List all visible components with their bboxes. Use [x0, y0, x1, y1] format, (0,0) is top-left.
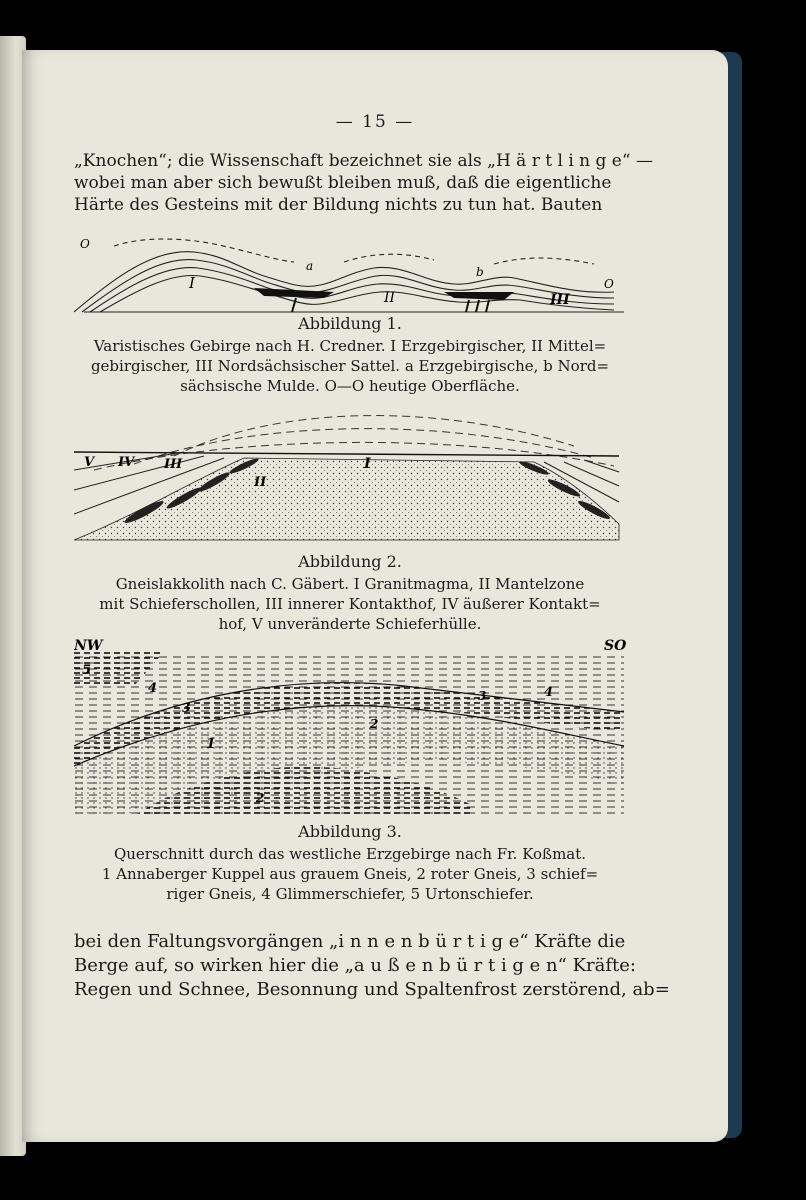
label-4: 4: [148, 681, 158, 696]
caption-line: Querschnitt durch das westliche Erzgebirge nach Fr. Koßmat.: [113, 845, 587, 863]
label-III: III: [164, 457, 183, 472]
text-line: Härte des Gesteins mit der Bildung nichts zu tun hat. Bauten: [74, 195, 603, 215]
caption-line: Varistisches Gebirge nach H. Credner. I Erzgebirgischer, II Mittel=: [93, 337, 607, 355]
label-so: SO: [604, 638, 627, 654]
caption-title: Abbildung 2.: [298, 552, 402, 571]
text-line: bei den Faltungsvorgängen „i n n e n b ü r t i g e“ Kräfte die: [74, 931, 626, 952]
caption-title: Abbildung 1.: [298, 314, 402, 333]
top-paragraph: [74, 150, 653, 216]
figure-3-diagram: [74, 636, 634, 816]
label-o-right: O: [604, 277, 614, 291]
page-number: — 15 —: [335, 112, 415, 132]
label-3: 3: [182, 701, 191, 715]
caption-line: mit Schieferschollen, III innerer Kontakthof, IV äußerer Kontakt=: [99, 595, 601, 613]
text-line: wobei man aber sich bewußt bleiben muß, daß die eigentliche: [74, 173, 612, 193]
label-II: II: [384, 290, 396, 306]
label-2: 2: [370, 717, 379, 731]
label-I: I: [364, 456, 371, 472]
caption-title: Abbildung 3.: [298, 822, 402, 841]
text-line: Regen und Schnee, Besonnung und Spaltenfrost zerstörend, ab=: [74, 979, 670, 1000]
label-4: 4: [544, 685, 554, 700]
label-II: II: [254, 475, 267, 490]
caption-line: sächsische Mulde. O—O heutige Oberfläche.: [180, 377, 520, 395]
label-a: a: [306, 259, 314, 273]
label-3: 3: [478, 689, 487, 703]
label-IV: IV: [118, 455, 135, 470]
label-V: V: [84, 455, 95, 470]
label-2: 2: [256, 791, 265, 805]
figure-1-diagram: [74, 238, 634, 314]
label-b: b: [476, 265, 484, 279]
figure-2-diagram: [74, 406, 634, 546]
text-line: „Knochen“; die Wissenschaft bezeichnet sie als „H ä r t l i n g e“ —: [74, 151, 653, 171]
caption-line: hof, V unveränderte Schieferhülle.: [218, 615, 482, 633]
figure-3-caption: [70, 822, 630, 904]
caption-line: Gneislakkolith nach C. Gäbert. I Granitmagma, II Mantelzone: [115, 575, 585, 593]
label-nw: NW: [74, 638, 103, 654]
text-line: Berge auf, so wirken hier die „a u ß e n b ü r t i g e n“ Kräfte:: [74, 955, 636, 976]
figure-1-caption: [70, 314, 630, 396]
caption-line: riger Gneis, 4 Glimmerschiefer, 5 Urtonschiefer.: [166, 885, 534, 903]
label-5: 5: [82, 663, 92, 678]
label-I: I: [189, 274, 195, 292]
label-o-left: O: [80, 238, 90, 251]
caption-line: 1 Annaberger Kuppel aus grauem Gneis, 2 roter Gneis, 3 schief=: [101, 865, 599, 883]
book-page: [22, 50, 728, 1142]
caption-line: gebirgischer, III Nordsächsischer Sattel. a Erzgebirgische, b Nord=: [90, 357, 610, 375]
figure-2-caption: [70, 552, 630, 634]
bottom-paragraph: [74, 930, 670, 1002]
label-1: 1: [206, 736, 216, 752]
label-III: III: [550, 292, 570, 308]
